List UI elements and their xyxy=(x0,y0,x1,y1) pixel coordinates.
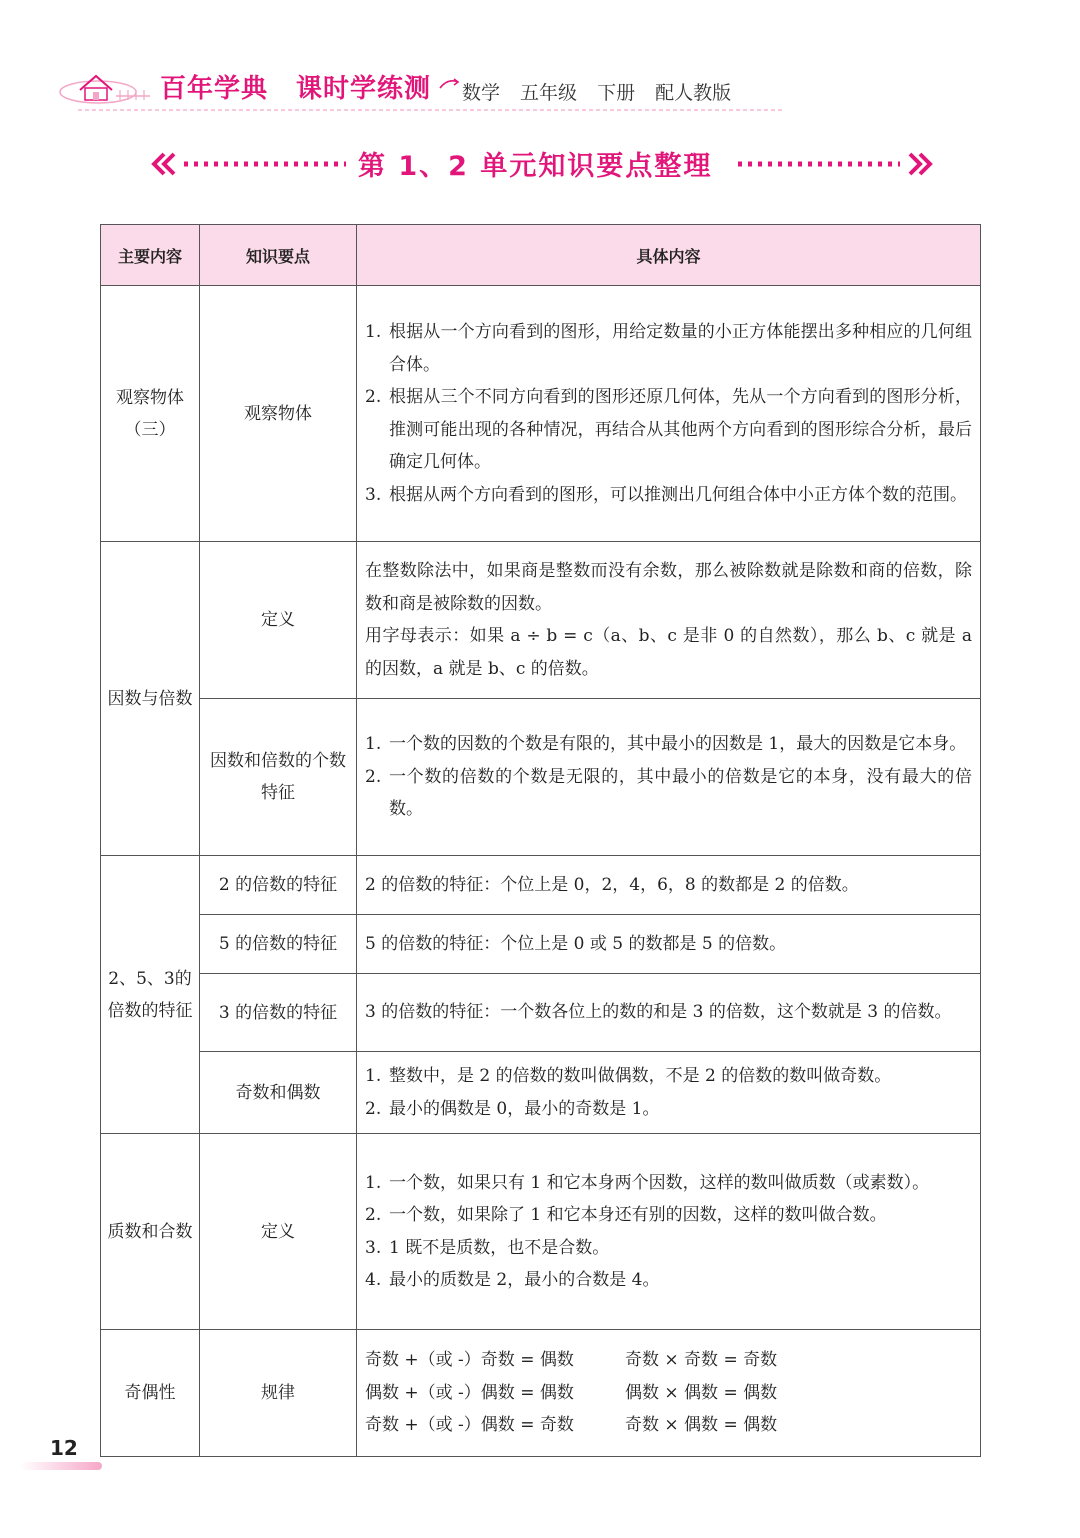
list-item: 2. 一个数的倍数的个数是无限的，其中最小的倍数是它的本身，没有最大的倍数。 xyxy=(365,766,972,820)
table-row xyxy=(101,286,981,542)
content-cell xyxy=(357,286,981,542)
table-row xyxy=(101,915,981,974)
list-item: 2. 根据从三个不同方向看到的图形还原几何体，先从一个方向看到的图形分析，推测可能出现的各种情况，再结合从其他两个方向看到的图形综合分析，最后确定几何体。 xyxy=(365,387,972,472)
paragraph: 用字母表示：如果 a ÷ b = c（a、b、c 是非 0 的自然数），那么 b、c 就是 a 的因数，a 就是 b、c 的倍数。 xyxy=(365,626,972,679)
content-cell xyxy=(357,542,981,699)
list-item: 4. 最小的质数是 2，最小的合数是 4。 xyxy=(365,1270,660,1290)
knowledge-table xyxy=(100,224,981,1457)
table-row xyxy=(101,542,981,699)
content-cell: 3 的倍数的特征：一个数各位上的数的和是 3 的倍数，这个数就是 3 的倍数。 xyxy=(357,974,981,1052)
knowledge-point: 规律 xyxy=(200,1330,357,1457)
knowledge-point: 2 的倍数的特征 xyxy=(200,856,357,915)
content-cell: 2 的倍数的特征：个位上是 0，2，4，6，8 的数都是 2 的倍数。 xyxy=(357,856,981,915)
header-content: 具体内容 xyxy=(357,225,981,286)
content-cell xyxy=(357,1134,981,1330)
content-cell xyxy=(357,1330,981,1457)
knowledge-point: 定义 xyxy=(200,1134,357,1330)
list-item: 2. 最小的偶数是 0，最小的奇数是 1。 xyxy=(365,1098,660,1119)
main-topic: 因数与倍数 xyxy=(101,542,200,856)
table-row xyxy=(101,856,981,915)
table-row xyxy=(101,1134,981,1330)
list-item: 2. 一个数，如果除了 1 和它本身还有别的因数，这样的数叫做合数。 xyxy=(365,1205,887,1225)
list-item: 1. 一个数，如果只有 1 和它本身两个因数，这样的数叫做质数（或素数）。 xyxy=(365,1172,930,1193)
content-cell xyxy=(357,1052,981,1134)
header-point: 知识要点 xyxy=(200,225,357,286)
table-row xyxy=(101,699,981,856)
table-row xyxy=(101,974,981,1052)
knowledge-point: 3 的倍数的特征 xyxy=(200,974,357,1052)
list-item: 1. 整数中，是 2 的倍数的数叫做偶数，不是 2 的倍数的数叫做奇数。 xyxy=(365,1066,892,1086)
knowledge-point: 因数和倍数的个数特征 xyxy=(200,699,357,856)
page-header xyxy=(58,58,788,118)
list-item: 1. 一个数的因数的个数是有限的，其中最小的因数是 1，最大的因数是它本身。 xyxy=(365,734,967,755)
section-title-bar xyxy=(150,140,930,190)
knowledge-point: 奇数和偶数 xyxy=(200,1052,357,1134)
page-number-bar xyxy=(20,1462,102,1470)
knowledge-point: 5 的倍数的特征 xyxy=(200,915,357,974)
parity-rule-row: 偶数 +（或 -）偶数 = 偶数 偶数 × 偶数 = 偶数 xyxy=(365,1382,778,1403)
house-logo-icon xyxy=(58,66,154,106)
page-number: 12 xyxy=(50,1436,78,1460)
section-title: 第 1、2 单元知识要点整理 xyxy=(358,151,713,182)
book-subtitle: 数学 五年级 下册 配人教版 xyxy=(462,82,732,104)
series-name: 课时学练测 xyxy=(296,74,432,104)
parity-rule-row: 奇数 +（或 -）奇数 = 偶数 奇数 × 奇数 = 奇数 xyxy=(365,1350,778,1371)
left-chevrons-icon xyxy=(150,146,350,186)
main-topic: 2、5、3的倍数的特征 xyxy=(101,856,200,1134)
brand-name: 百年学典 xyxy=(160,74,269,104)
content-cell xyxy=(357,699,981,856)
parity-rule-row: 奇数 +（或 -）偶数 = 奇数 奇数 × 偶数 = 偶数 xyxy=(365,1415,778,1436)
main-topic: 观察物体（三） xyxy=(101,286,200,542)
right-chevrons-icon xyxy=(734,146,934,186)
main-topic: 奇偶性 xyxy=(101,1330,200,1457)
table-row xyxy=(101,1052,981,1134)
header-underline xyxy=(58,106,788,114)
list-item: 3. 根据从两个方向看到的图形，可以推测出几何组合体中小正方体个数的范围。 xyxy=(365,484,967,505)
list-item: 1. 根据从一个方向看到的图形，用给定数量的小正方体能摆出多种相应的几何组合体。 xyxy=(365,322,972,375)
content-cell: 5 的倍数的特征：个位上是 0 或 5 的数都是 5 的倍数。 xyxy=(357,915,981,974)
knowledge-point: 定义 xyxy=(200,542,357,699)
table-row xyxy=(101,1330,981,1457)
main-topic: 质数和合数 xyxy=(101,1134,200,1330)
table-header-row xyxy=(101,225,981,286)
knowledge-point: 观察物体 xyxy=(200,286,357,542)
arrow-icon xyxy=(438,76,460,92)
paragraph: 在整数除法中，如果商是整数而没有余数，那么被除数就是除数和商的倍数，除数和商是被除数的因数。 xyxy=(365,561,972,614)
header-main: 主要内容 xyxy=(101,225,200,286)
list-item: 3. 1 既不是质数，也不是合数。 xyxy=(365,1237,610,1258)
